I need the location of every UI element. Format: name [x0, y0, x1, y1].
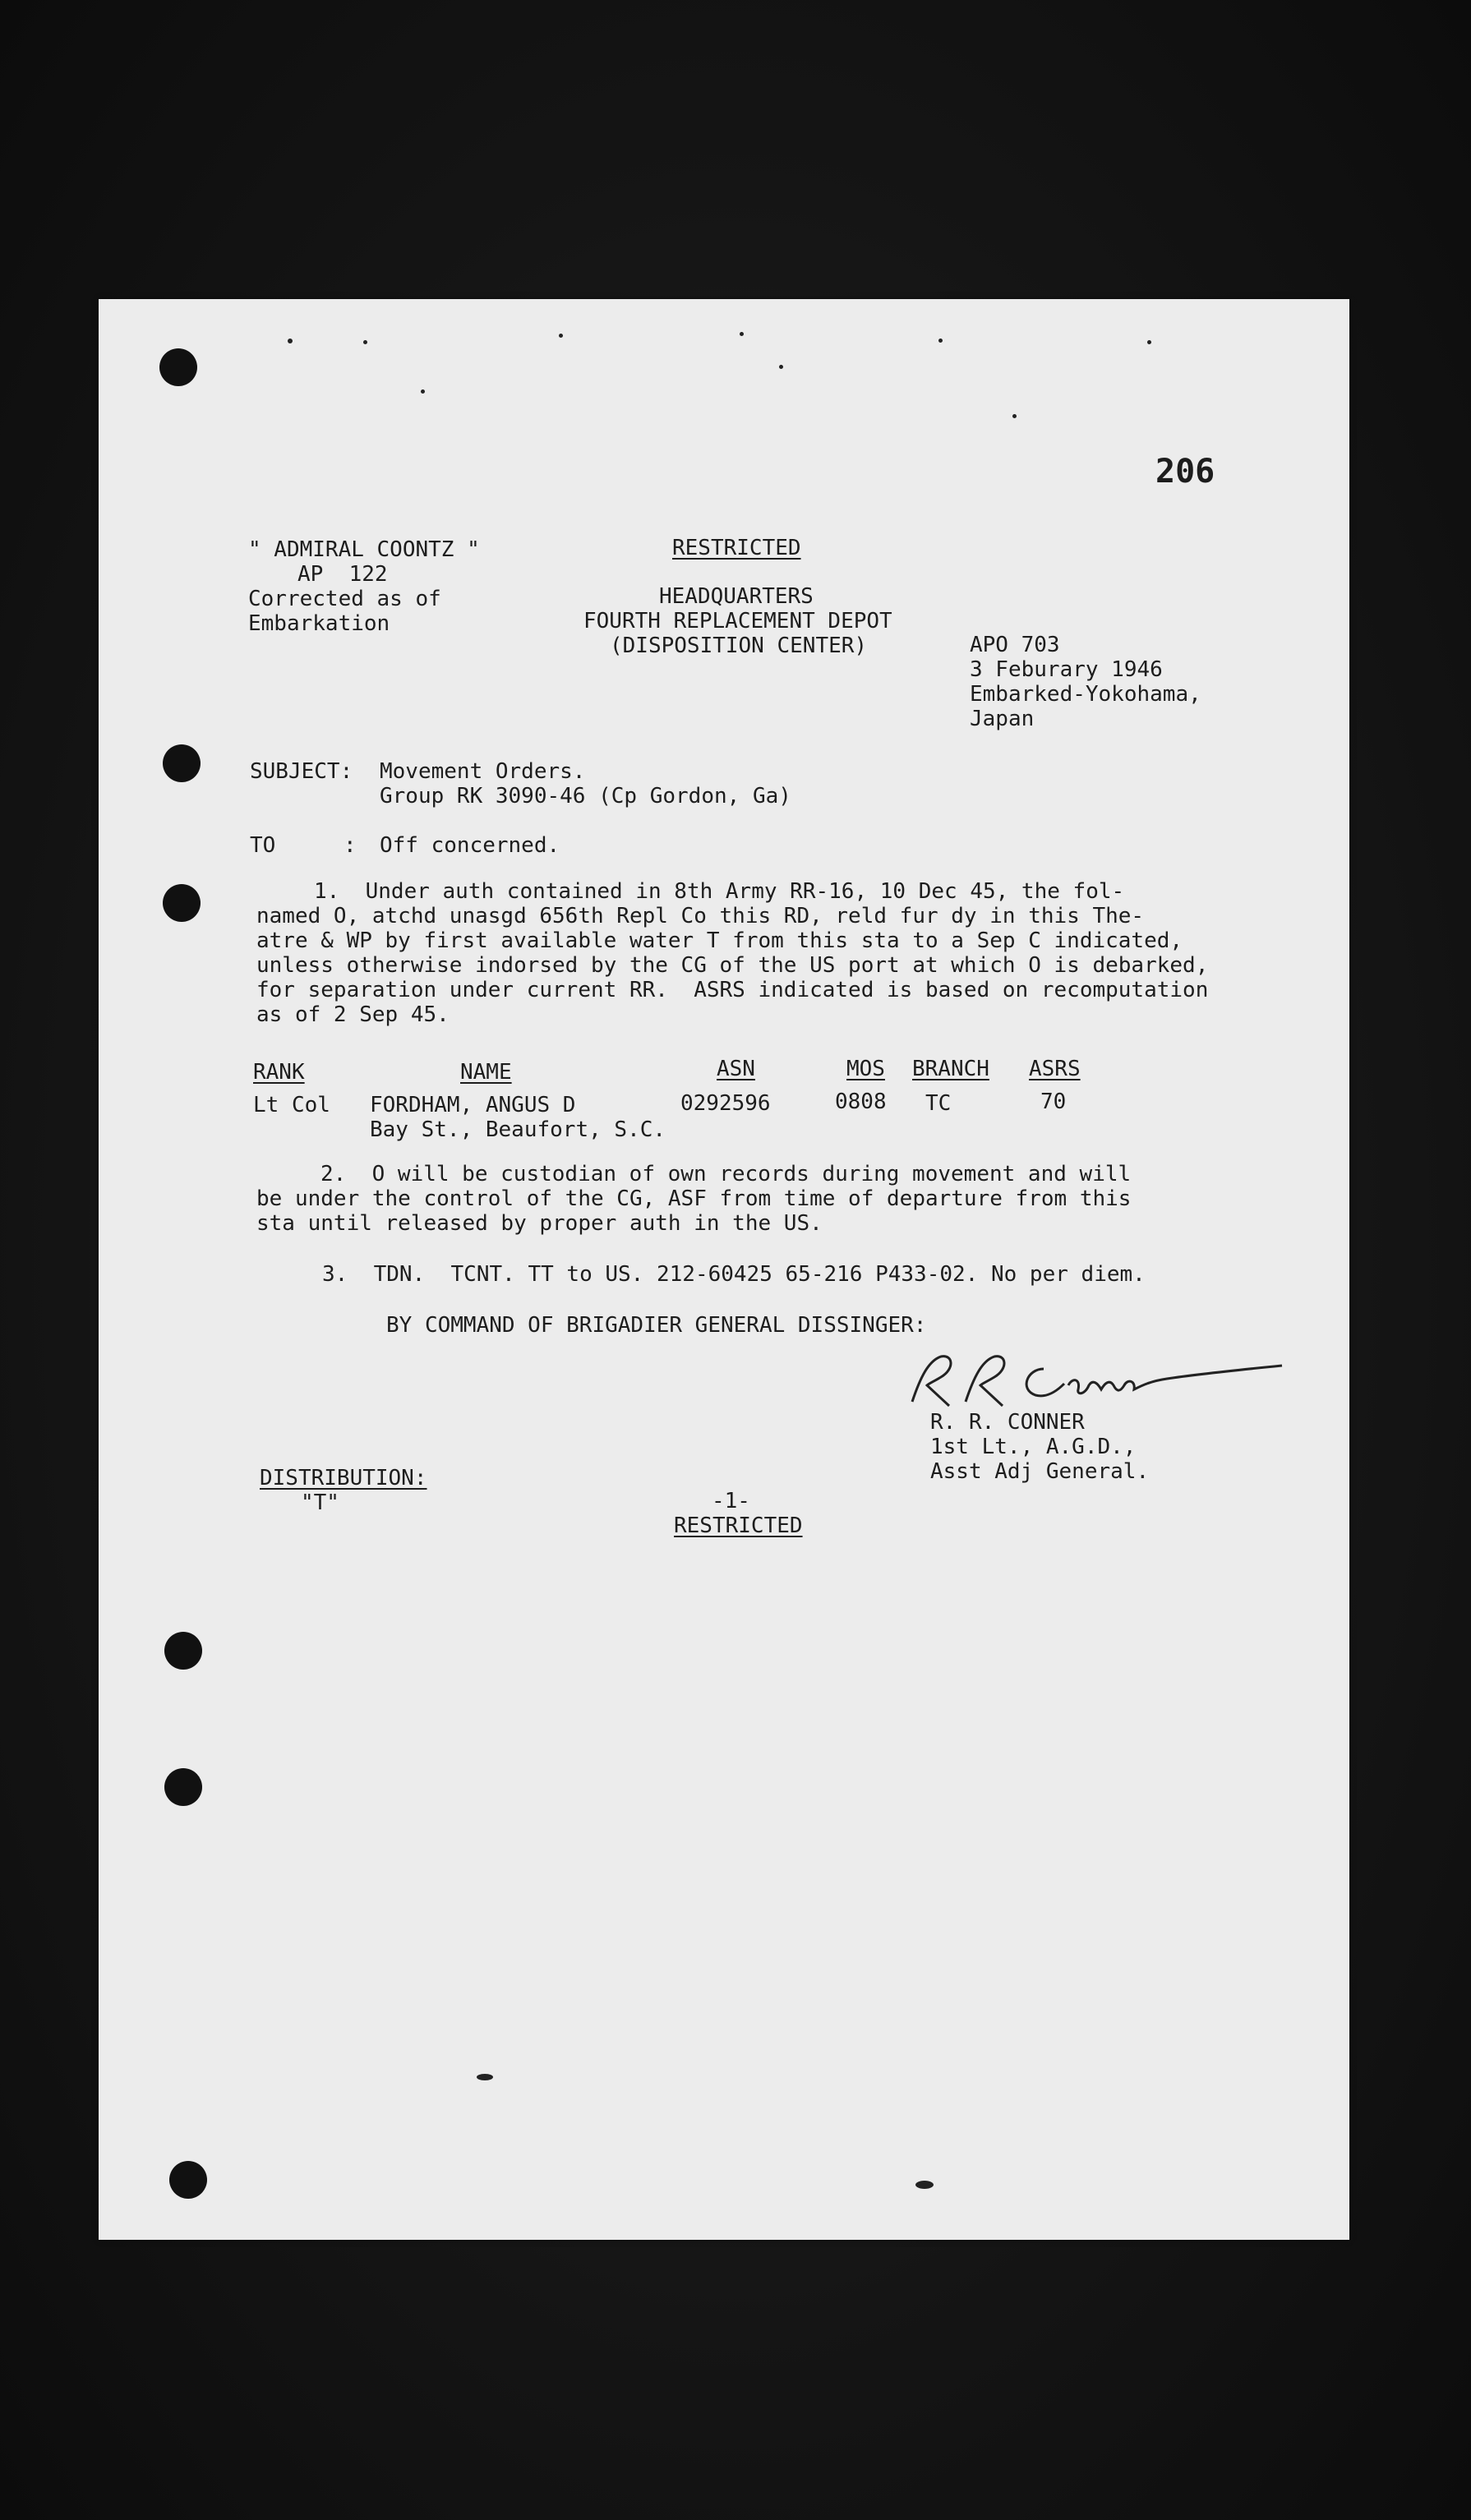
para1-line: as of 2 Sep 45. [256, 1002, 450, 1027]
para2-line: be under the control of the CG, ASF from time of departure from this [256, 1186, 1132, 1211]
para1-line: named O, atchd unasgd 656th Repl Co this RD, reld fur dy in this The- [256, 904, 1145, 928]
punch-hole [163, 884, 201, 922]
punch-hole [164, 1632, 202, 1670]
hq-line3: (DISPOSITION CENTER) [610, 633, 868, 658]
hq-line2: FOURTH REPLACEMENT DEPOT [583, 609, 892, 633]
table-cell-address: Bay St., Beaufort, S.C. [370, 1117, 666, 1142]
table-cell-name: FORDHAM, ANGUS D [370, 1093, 576, 1117]
handwritten-signature [904, 1344, 1331, 1418]
ink-speck [559, 334, 563, 338]
page-number: 206 [1155, 453, 1215, 491]
table-cell-branch: TC [925, 1091, 952, 1116]
ink-speck [740, 332, 744, 336]
table-cell-asn: 0292596 [680, 1091, 771, 1116]
ship-name: " ADMIRAL COONTZ " [248, 537, 480, 562]
ink-speck [477, 2074, 493, 2080]
table-cell-rank: Lt Col [253, 1093, 330, 1117]
ship-ap-number: AP 122 [297, 562, 388, 587]
para1-line: 1. Under auth contained in 8th Army RR-16, 10 Dec 45, the fol- [314, 879, 1125, 904]
ink-speck [915, 2181, 934, 2189]
para1-line: for separation under current RR. ASRS indicated is based on recomputation [256, 978, 1209, 1002]
para3: 3. TDN. TCNT. TT to US. 212-60425 65-216 P433-02. No per diem. [322, 1262, 1146, 1287]
signer-rank: 1st Lt., A.G.D., [930, 1435, 1137, 1459]
embarked: Embarked-Yokohama, [970, 682, 1201, 707]
ink-speck [421, 389, 425, 394]
table-header-name: NAME [460, 1060, 512, 1085]
table-header-asrs: ASRS [1029, 1057, 1081, 1081]
para2-line: 2. O will be custodian of own records during movement and will [320, 1162, 1132, 1186]
to-value: Off concerned. [380, 833, 560, 858]
punch-hole [159, 348, 197, 386]
apo: APO 703 [970, 633, 1060, 657]
table-cell-asrs: 70 [1040, 1090, 1067, 1114]
ink-speck [779, 365, 783, 369]
ink-speck [1147, 340, 1151, 344]
para1-line: atre & WP by first available water T from this sta to a Sep C indicated, [256, 928, 1183, 953]
command-line: BY COMMAND OF BRIGADIER GENERAL DISSINGER: [386, 1313, 927, 1338]
distribution-value: "T" [301, 1490, 339, 1515]
to-label: TO [250, 833, 276, 858]
country: Japan [970, 707, 1035, 731]
document-page [99, 299, 1349, 2240]
hq-line1: HEADQUARTERS [659, 584, 814, 609]
subject-line1: Movement Orders. [380, 759, 586, 784]
subject-label: SUBJECT: [250, 759, 353, 784]
ship-corrected: Corrected as of [248, 587, 441, 611]
date: 3 Feburary 1946 [970, 657, 1163, 682]
signer-name: R. R. CONNER [930, 1410, 1085, 1435]
footer-classification: RESTRICTED [674, 1513, 803, 1538]
ink-speck [938, 339, 943, 343]
punch-hole [169, 2161, 207, 2199]
distribution-label: DISTRIBUTION: [260, 1466, 427, 1490]
footer-page: -1- [712, 1489, 750, 1513]
table-header-mos: MOS [846, 1057, 885, 1081]
ship-embarkation: Embarkation [248, 611, 390, 636]
para1-line: unless otherwise indorsed by the CG of the US port at which O is debarked, [256, 953, 1209, 978]
subject-line2: Group RK 3090-46 (Cp Gordon, Ga) [380, 784, 791, 809]
signer-title: Asst Adj General. [930, 1459, 1150, 1484]
table-header-rank: RANK [253, 1060, 305, 1085]
punch-hole [164, 1768, 202, 1806]
ink-speck [1012, 414, 1017, 418]
to-colon: : [344, 833, 357, 858]
table-header-branch: BRANCH [912, 1057, 989, 1081]
ink-speck [363, 340, 367, 344]
ink-speck [288, 339, 293, 343]
table-cell-mos: 0808 [835, 1090, 887, 1114]
classification-top: RESTRICTED [672, 536, 801, 560]
punch-hole [163, 744, 201, 782]
table-header-asn: ASN [717, 1057, 755, 1081]
para2-line: sta until released by proper auth in the US. [256, 1211, 823, 1236]
